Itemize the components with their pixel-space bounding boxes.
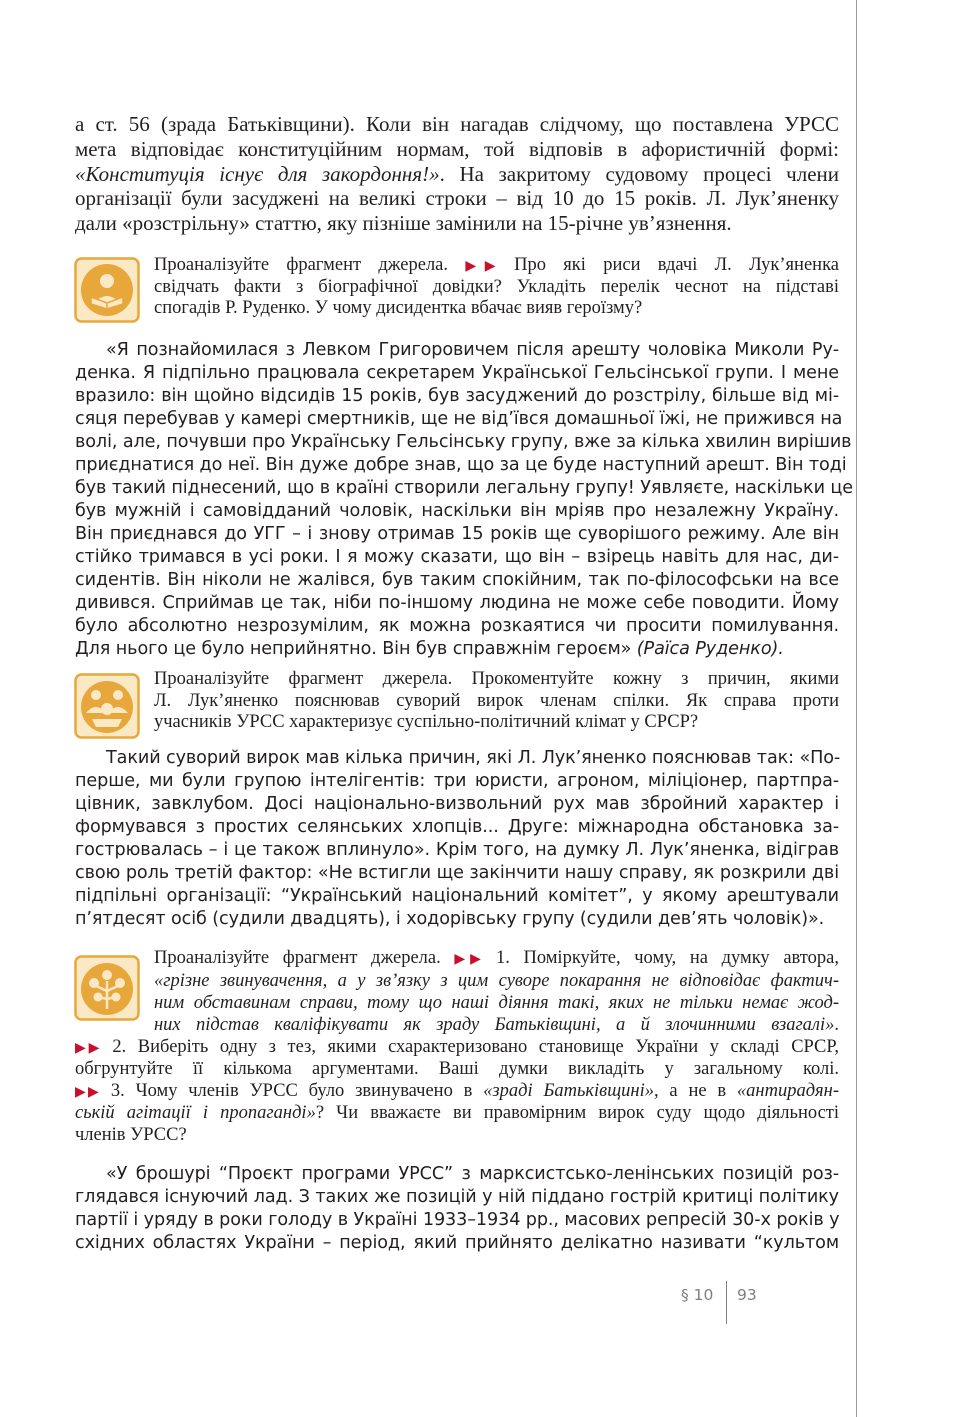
double-arrow-icon: ▶▶ [75,1084,101,1100]
section-number: § 10 [681,1286,714,1304]
task-line [154,993,839,1014]
task-line: свідчать факти з біографічної довідки? Укладіть перелік чеснот на підставі [154,277,839,297]
quote-italic: «Конституція існує для закордоння!» [75,162,440,186]
quote-author: (Раїса Руденко). [636,639,784,659]
text-line: Такий суворий вирок мав кілька причин, які Л. Лук’яненко пояснював так: «По- [106,748,841,768]
quote-line: денка. Я підпільно працювала секретарем Української Гельсінської групи. І мене [75,363,839,383]
quote-line: східних областях України – період, який прийнято делікатно називати “культом [75,1233,839,1253]
text-line: свою роль третій фактор: «Не встигли ще закінчити нашу справу, як розкрили дві [75,863,839,883]
tree-of-ideas-icon [74,955,140,1021]
reading-person-icon [74,257,140,323]
task-line: обгрунтуйте її кількома аргументами. Ваші думки викладіть у загальному колі. [75,1059,839,1079]
text-span: Для нього це було неприйнятно. Він був справжнім героєм» [75,639,632,659]
text-span: . На закритому судовому процесі члени [439,162,839,186]
text-line: дали «розстрільну» статтю, яку пізніше замінили на 15-річне ув’язнення. [75,211,732,235]
quote-line: сидентів. Він ніколи не жалівся, був таким спокійним, так по-філософськи на все [75,570,839,590]
text-line: перше, ми були групою інтелігентів: три юристи, агроном, міліціонер, партпра- [75,771,839,791]
task-line [154,255,839,276]
double-arrow-icon: ▶▶ [454,951,486,967]
quote-line: Він приєднався до УГГ – і знову отримав 15 років ще суворішого режиму. Але він [75,524,839,544]
text-line: підпільні організації: “Український національний комітет”, у якому арештували [75,886,839,906]
text-span: ? Чи вважаєте ви правомірним вирок суду щодо діяльності [315,1103,840,1123]
text-line [75,162,839,187]
quote-line: приєднатися до неї. Він дуже добре знав, що за це буде наступний арешт. Він тоді [75,455,847,475]
page-edge-line [856,0,857,1417]
text-line: мета відповідає конституційним нормам, той відповів в афористичній формі: [75,137,839,161]
task-text: 1. Поміркуйте, чому, на думку автора, [495,948,839,968]
quote-line [75,639,784,659]
text-line: організації були засуджені на великі строки – від 10 до 15 років. Л. Лук’яненку [75,186,839,210]
text-line: формувався з простих селянських хлопців... Друге: міжнародна обстановка за- [75,817,839,837]
task-line: спогадів Р. Руденко. У чому дисидентка вбачає вияв героїзму? [154,298,643,318]
task-lead: Проаналізуйте фрагмент джерела. [154,255,449,275]
text-line: п’ятдесят осіб (судили двадцять), і ходорівську групу (судили дев’ять чоловік)». [75,909,825,929]
double-arrow-icon: ▶▶ [465,258,505,274]
quote-line: стійко тримався в усі роки. І я можу сказати, що він – взірець навіть для нас, ди- [75,547,839,567]
quote-italic: ним обставинам справи, тому що наші діяння такі, яких не тільки немає жод- [154,993,839,1013]
task-text: Про які риси вдачі Л. Лук’яненка [514,255,839,275]
quote-italic: них підстав кваліфікувати як зраду Батьківщині, а й злочинними взагалі» [154,1015,835,1035]
task-line [154,948,839,969]
task-line: учасників УРСС характеризує суспільно-політичний клімат у СРСР? [154,712,699,732]
quote-line: глядався існуючий лад. З таких же позицій у ній піддано гострій критиці політику [75,1187,839,1207]
double-arrow-icon: ▶▶ [75,1040,103,1056]
quote-italic: ській агітації і пропаганді» [75,1103,316,1123]
footer-divider [726,1281,727,1324]
quote-line: вразило: він щойно відсидів 15 років, був засуджений до розстрілу, більше від мі- [75,386,839,406]
task-line [154,971,839,992]
quote-line: партії і уряду в роки голоду в Україні 1933–1934 рр., масових репресій 30-х років у [75,1210,840,1230]
quote-line: було абсолютно незрозумілим, як можна розкаятися чи просити помилування. [75,616,839,636]
task-line: Л. Лук’яненко пояснював суворий вирок членам спілки. Як справа проти [154,691,839,711]
text-span: , а не в [654,1081,737,1101]
task-line: Проаналізуйте фрагмент джерела. Прокоментуйте кожну з причин, якими [154,669,839,689]
task-text: 2. Виберіть одну з тез, якими схарактеризовано становище України у складі СРСР, [112,1037,839,1057]
task-lead: Проаналізуйте фрагмент джерела. [154,948,441,968]
quote-line: волі, але, почувши про Українську Гельсінську групу, вже за кілька хвилин вирішив [75,432,852,452]
quote-line: був такий піднесений, що в країні створили легальну групу! Уявляєте, наскільки це [75,478,854,498]
task-line [75,1103,839,1124]
quote-line: «У брошурі “Проєкт програми УРСС” з марксистсько-ленінських позицій роз- [106,1164,839,1184]
text-line: гострювалась – і це також вплинуло». Крім того, на думку Л. Лук’яненка, відіграв [75,840,839,860]
text-line: а ст. 56 (зрада Батьківщини). Коли він нагадав слідчому, що поставлена УРСС [75,112,839,136]
task-line [75,1081,839,1102]
page-number: 93 [737,1286,757,1304]
quote-line: «Я познайомилася з Левком Григоровичем після арешту чоловіка Миколи Ру- [106,340,839,360]
task-line [154,1015,839,1036]
quote-line: сяця перебував у камері смертників, ще не від’ївся домашньої їжі, не прижився на [75,409,843,429]
text-span: 3. Чому членів УРСС було звинувачено в [110,1081,484,1101]
task-line: членів УРСС? [75,1125,187,1145]
group-discussion-icon [74,673,140,739]
text-line: цівник, завклубом. Досі національно-визвольний рух мав збройний характер і [75,794,839,814]
quote-line: дивився. Сприймав це так, ніби по-іншому людина не може себе поводити. Йому [75,593,839,613]
quote-italic: «зраді Батьківщині» [483,1081,654,1101]
quote-italic: «антирадян- [736,1081,839,1101]
quote-italic: «грізне звинувачення, а у зв’язку з цим суворе покарання не відповідає фактич- [154,971,839,991]
quote-line: був мужній і самовідданий чоловік, наскільки він мріяв про незалежну Україну. [75,501,839,521]
task-line [75,1037,839,1058]
text-span: . [834,1015,839,1035]
